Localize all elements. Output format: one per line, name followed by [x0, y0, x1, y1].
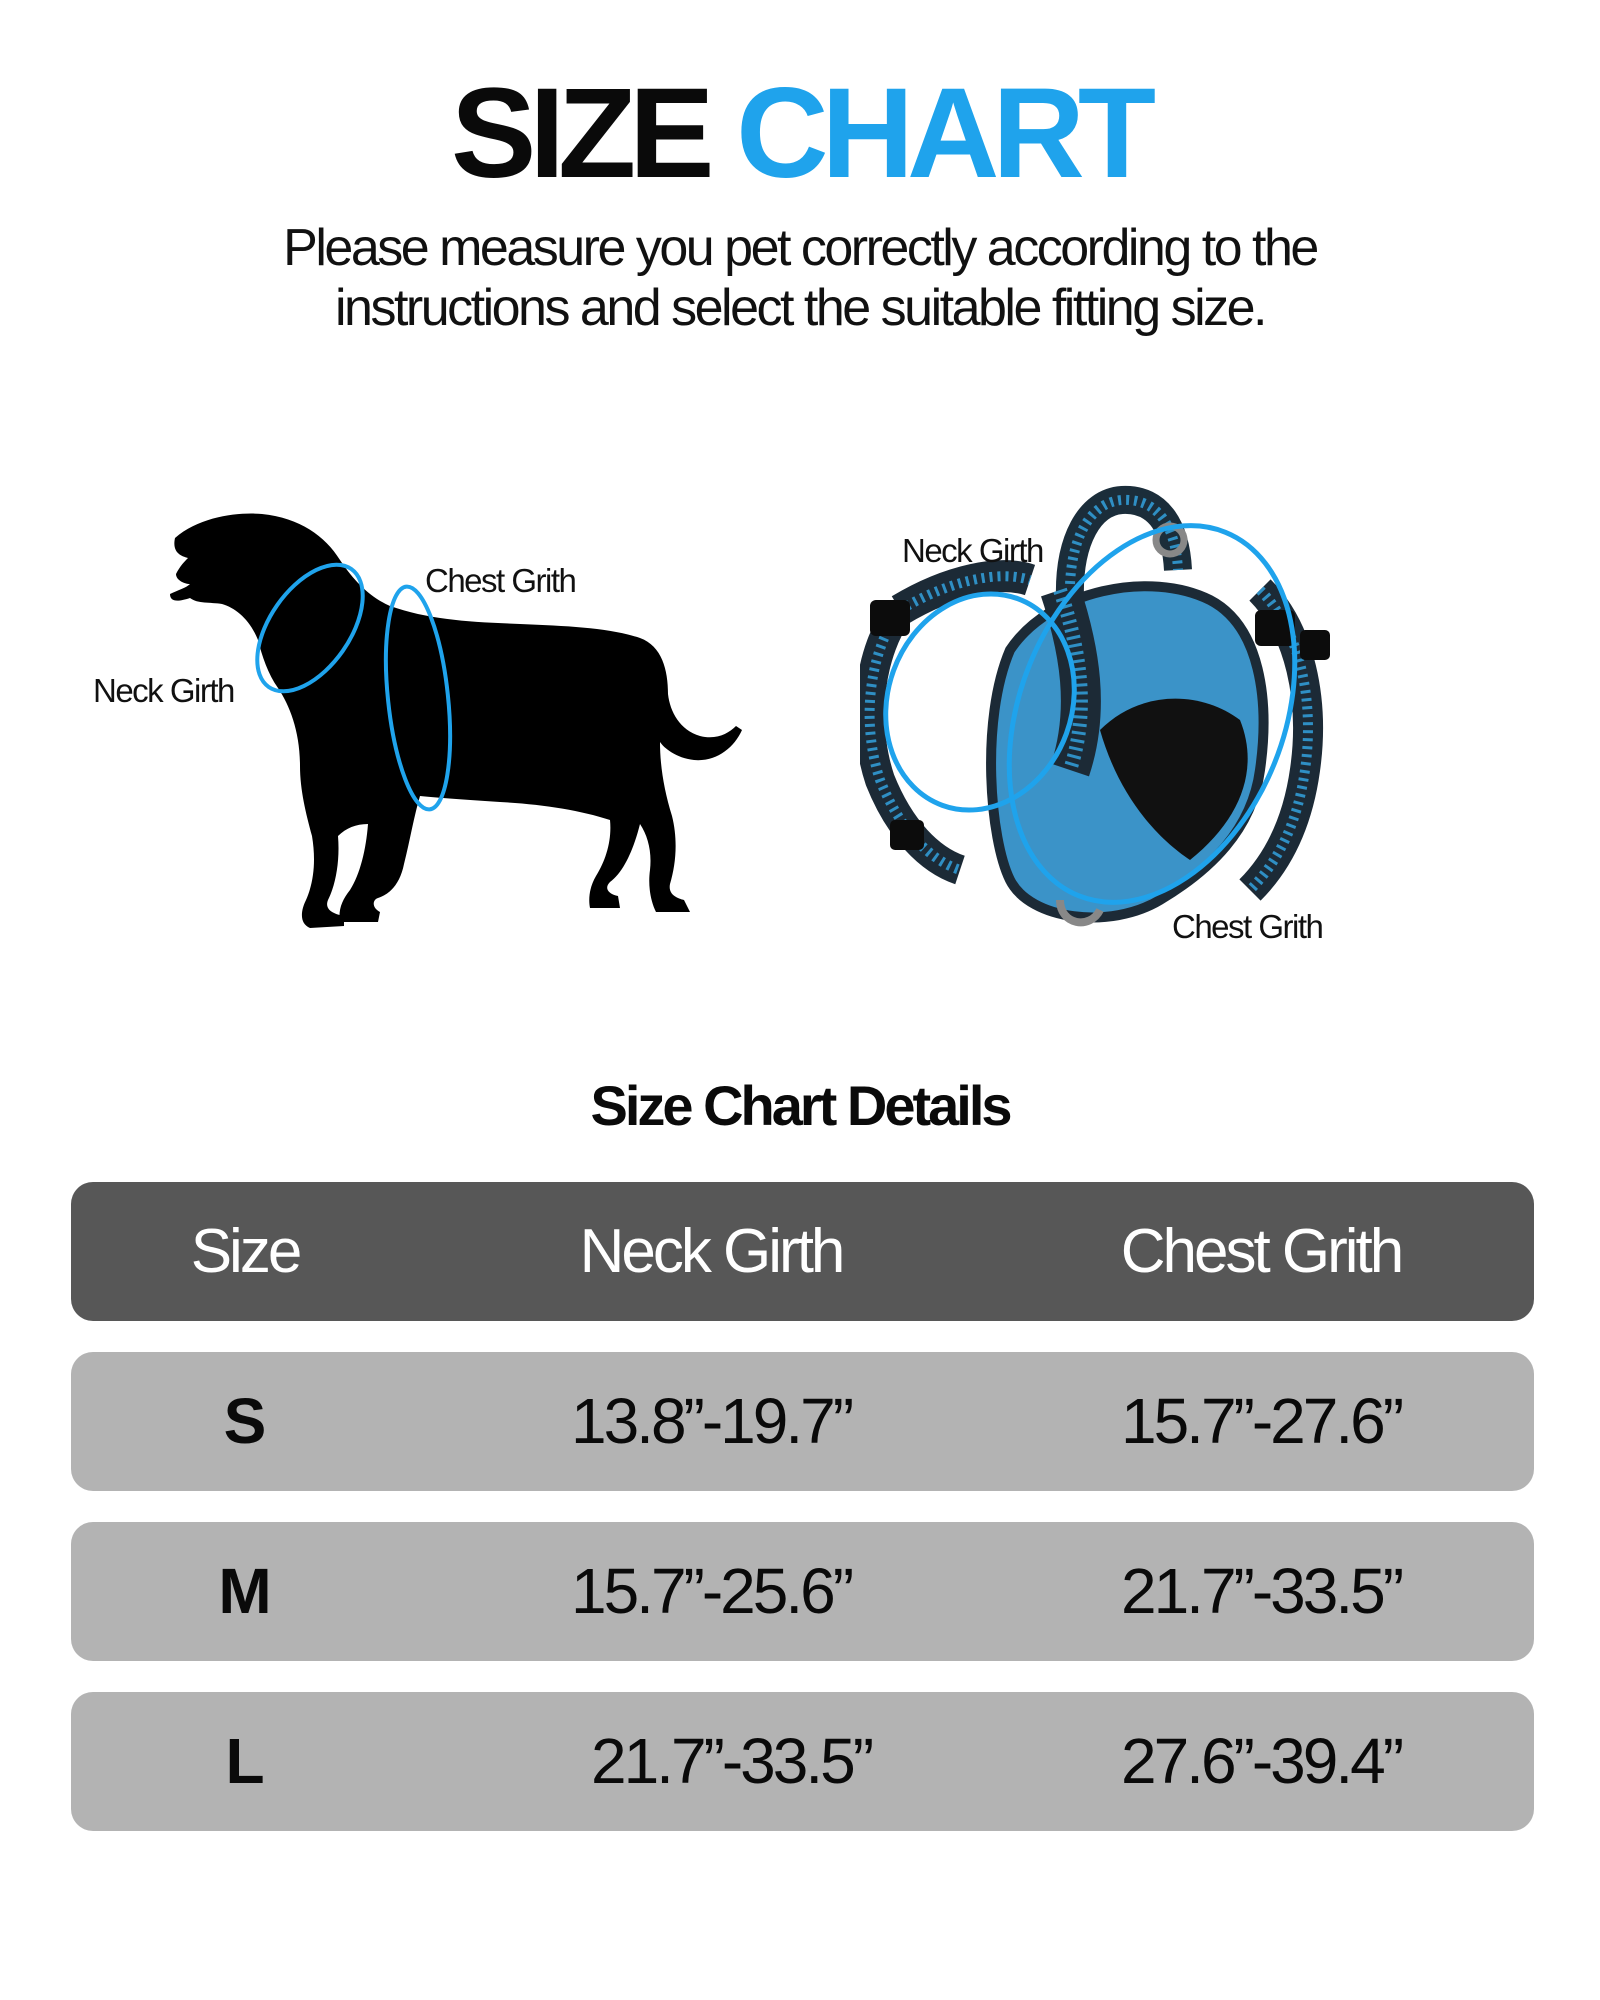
- row-neck-girth: 15.7”-25.6”: [570, 1555, 852, 1627]
- table-header-row: [71, 1182, 1534, 1321]
- row-size: M: [218, 1555, 272, 1627]
- table-row: [71, 1352, 1534, 1491]
- dog-figure: [0, 480, 760, 960]
- instructions-line-2: instructions and select the suitable fitting size.: [334, 279, 1265, 337]
- column-header-neck: Neck Girth: [579, 1217, 843, 1286]
- details-title: Size Chart Details: [590, 1074, 1010, 1137]
- title-chart: CHART: [736, 62, 1149, 205]
- instructions: [0, 218, 1600, 338]
- title-size: SIZE: [451, 62, 708, 205]
- column-header-size: Size: [190, 1217, 300, 1286]
- dog-chest-label: Chest Grith: [425, 562, 576, 599]
- harness-chest-label: Chest Grith: [1172, 908, 1323, 945]
- row-chest-girth: 15.7”-27.6”: [1120, 1385, 1402, 1457]
- table-row: [71, 1522, 1534, 1661]
- row-neck-girth: 21.7”-33.5”: [590, 1725, 872, 1797]
- column-header-chest: Chest Grith: [1120, 1217, 1402, 1286]
- harness-neck-label: Neck Girth: [902, 532, 1043, 569]
- row-chest-girth: 27.6”-39.4”: [1120, 1725, 1402, 1797]
- instructions-line-1: Please measure you pet correctly according to the: [283, 219, 1317, 277]
- page-title: [0, 62, 1600, 205]
- row-neck-girth: 13.8”-19.7”: [570, 1385, 852, 1457]
- harness-figure: [860, 480, 1380, 960]
- table-row: [71, 1692, 1534, 1831]
- size-table: [71, 1182, 1534, 1862]
- dog-silhouette-icon: [0, 480, 760, 960]
- dog-neck-label: Neck Girth: [93, 672, 234, 709]
- row-size: S: [223, 1385, 267, 1457]
- row-chest-girth: 21.7”-33.5”: [1120, 1555, 1402, 1627]
- row-size: L: [225, 1725, 265, 1797]
